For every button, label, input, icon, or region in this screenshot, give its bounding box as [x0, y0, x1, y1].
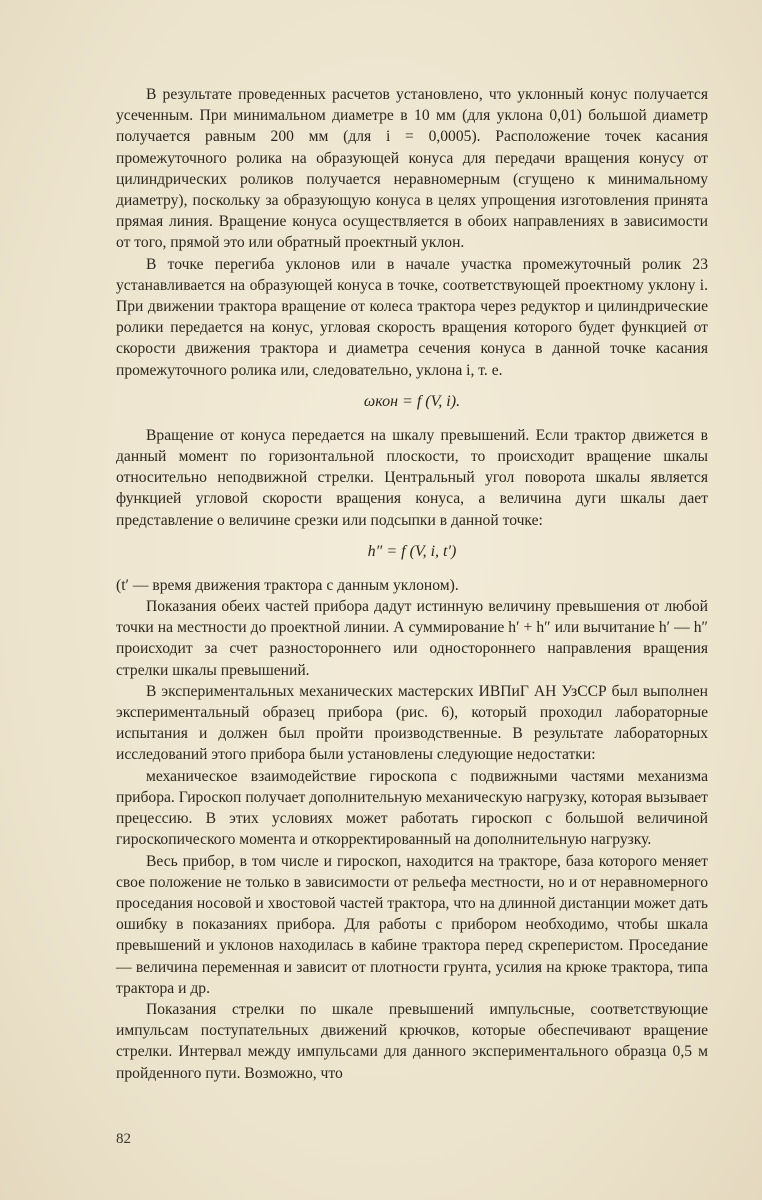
page-text-block: [116, 84, 708, 1084]
page-number: 82: [116, 1131, 131, 1147]
paragraph-4: (t′ — время движения трактора с данным уклоном).: [116, 576, 459, 594]
paragraph-6: В экспериментальных механических мастерских ИВПиГ АН УзССР был выполнен экспериментальный образец прибора (рис. 6), который проходил лабораторные испытания и должен был пройти производственные. В результате лабораторных исследований этого прибора были установлены следующие недостатки:: [116, 682, 708, 764]
formula-omega: ωкон = f (V, i).: [363, 392, 461, 410]
paragraph-9: Показания стрелки по шкале превышений импульсные, соответствующие импульсам поступательных движений крючков, которые обеспечивают вращение стрелки. Интервал между импульсами для данного экспериментального образца 0,5 м пройденного пути. Возможно, что: [116, 1000, 708, 1082]
paragraph-3: Вращение от конуса передается на шкалу превышений. Если трактор движется в данный момент по горизонтальной плоскости, то происходит вращение шкалы относительно неподвижной стрелки. Центральный угол поворота шкалы является функцией угловой скорости вращения конуса, а величина дуги шкалы дает представление о величине срезки или подсыпки в данной точке:: [116, 426, 708, 529]
paragraph-2: В точке перегиба уклонов или в начале участка промежуточный ролик 23 устанавливается на образующей конуса в точке, соответствующей проектному уклону i. При движении трактора вращение от колеса трактора через редуктор и цилиндрические ролики передается на конус, угловая скорость вращения которого будет функцией от скорости движения трактора и диаметра сечения конуса в данной точке касания промежуточного ролика или, следовательно, уклона i, т. е.: [116, 255, 708, 379]
formula-h: h″ = f (V, i, t′): [367, 542, 457, 560]
paragraph-1: В результате проведенных расчетов установлено, что уклонный конус получается усеченным. При минимальном диаметре в 10 мм (для уклона 0,01) большой диаметр получается равным 200 мм (для i = 0,0005). Расположение точек касания промежуточного ролика на образующей конуса для передачи вращения конусу от цилиндрических роликов получается неравномерным (сгущено к минимальному диаметру), поскольку за образующую конуса в целях упрощения изготовления принята прямая линия. Вращение конуса осуществляется в обоих направлениях в зависимости от того, прямой это или обратный проектный уклон.: [116, 86, 708, 252]
paragraph-5: Показания обеих частей прибора дадут истинную величину превышения от любой точки на местности до проектной линии. А суммирование h′ + h″ или вычитание h′ — h″ происходит за счет разностороннего или одностороннего направления вращения стрелки шкалы превышений.: [116, 598, 708, 679]
paragraph-8: Весь прибор, в том числе и гироскоп, находится на тракторе, база которого меняет свое положение не только в зависимости от рельефа местности, но и от неравномерного проседания носовой и хвостовой частей трактора, что на длинной дистанции может дать ошибку в показаниях прибора. Для работы с прибором необходимо, чтобы шкала превышений и уклонов находилась в кабине трактора перед скреперистом. Проседание — величина переменная и зависит от плотности грунта, усилия на крюке трактора, типа трактора и др.: [116, 852, 708, 997]
paragraph-7: механическое взаимодействие гироскопа с подвижными частями механизма прибора. Гироскоп получает дополнительную механическую нагрузку, которая вызывает прецессию. В этих условиях может работать гироскоп с большой величиной гироскопического момента и откорректированный на дополнительную нагрузку.: [116, 767, 708, 849]
